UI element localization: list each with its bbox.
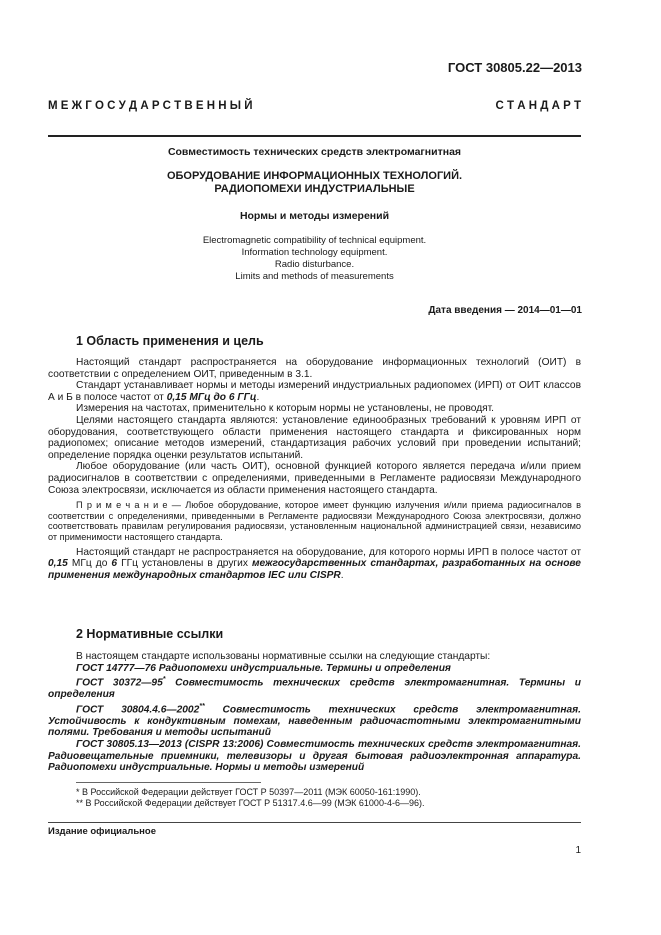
text-run: Совместимость технических средств электромагнитная. Термины и определения [48, 677, 581, 701]
text-run: . [256, 391, 260, 403]
standard-word: С Т А Н Д А Р Т [495, 100, 581, 112]
text-run: 6 [111, 558, 118, 570]
section1-paragraph: Измерения на частотах, применительно к которым нормы не установлены, не проводят. [76, 403, 495, 415]
text-run: Стандарт устанавливает нормы и методы измерений индустриальных радиопомех (ИРП) от ОИТ классов А и Б в полосе частот от [48, 380, 581, 403]
section2-intro: В настоящем стандарте использованы нормативные ссылки на следующие стандарты: [76, 651, 491, 662]
title-compat: Совместимость технических средств электромагнитная [167, 146, 462, 158]
text-run: межгосударственных стандартах, разработанных на основе применения международных стандартов IEC или CISPR [48, 558, 581, 581]
footnote-rule [76, 782, 261, 783]
footnote-marker: * [162, 676, 166, 684]
footnote: * В Российской Федерации действует ГОСТ Р 50397—2011 (МЭК 60050-161:1990). [76, 787, 421, 797]
footnote: ** В Российской Федерации действует ГОСТ Р 51317.4.6—99 (МЭК 61000-4-6—96). [76, 798, 425, 808]
frequency-range: 0,15 МГц до 6 ГГц [166, 391, 257, 403]
note-label: П р и м е ч а н и е [76, 500, 168, 511]
title-main-line2: РАДИОПОМЕХИ ИНДУСТРИАЛЬНЫЕ [214, 183, 415, 195]
section1-paragraph [48, 380, 581, 403]
edition-label: Издание официальное [48, 826, 156, 837]
section1-paragraph: Целями настоящего стандарта являются: установление единообразных требований к уровням ИРП от оборудования, соответствующего области применения настоящего стандарта и фиксированных норм радиопомех; описание методов измерений, стандартизация рабочих условий при проведении испытаний; определение порядка оценки результатов испытаний. [48, 414, 581, 461]
reference-item: ГОСТ 14777—76 Радиопомехи индустриальные. Термины и определения [76, 662, 451, 674]
section1-paragraph: Любое оборудование (или часть ОИТ), основной функцией которого является передача и/или прием радиосигналов в соответствии с определениями, приведенными в Регламенте радиосвязи Международного Союза электросвязи, исключается из области применения настоящего стандарта. [48, 461, 581, 496]
text-run: МГц до [67, 558, 112, 570]
standard-number: ГОСТ 30805.22—2013 [447, 60, 582, 75]
text-run: 0,15 [48, 558, 68, 570]
title-english [48, 235, 581, 283]
section1-paragraph: Настоящий стандарт распространяется на оборудование информационных технологий (ОИТ) в соответствии с определением ОИТ, приведенным в 3.1. [48, 357, 581, 380]
title-en-line3: Radio disturbance. [274, 259, 355, 270]
header-rule [48, 135, 581, 137]
title-main-line1: ОБОРУДОВАНИЕ ИНФОРМАЦИОННЫХ ТЕХНОЛОГИЙ. [166, 170, 463, 182]
text-run: ГОСТ 30804.4.6—2002 [76, 704, 200, 716]
text-run: . [340, 569, 344, 581]
title-en-line2: Information technology equipment. [241, 247, 388, 258]
title-main [48, 170, 581, 196]
title-block [48, 146, 581, 283]
interstate-word: М Е Ж Г О С У Д А Р С Т В Е Н Н Ы Й [48, 100, 253, 112]
reference-item [48, 674, 581, 701]
footnotes [76, 787, 581, 809]
section1-heading: 1 Область применения и цель [76, 334, 264, 348]
reference-item: ГОСТ 30805.13—2013 (CISPR 13:2006) Совместимость технических средств электромагнитная. Радиовещательные приемники, телевизоры и другая бытовая радиоэлектронная аппаратура. Радиопомехи индустриальные. Нормы и методы измерений [48, 738, 581, 774]
note-text: — Любое оборудование, которое имеет функцию излучения и/или приема радиосигналов в соответствии с определениями, приведенными в Регламенте радиосвязи Международного Союза электросвязи, должно соответствовать правилам регулирования радиосвязи, установленным национальной администрацией связи, независимо от применимости настоящего стандарта. [48, 500, 581, 542]
section1-paragraph [48, 547, 581, 582]
title-en-line1: Electromagnetic compatibility of technical equipment. [202, 235, 427, 246]
section2-body [48, 651, 581, 774]
text-run: ГОСТ 30372—95 [76, 677, 163, 689]
title-en-line4: Limits and methods of measurements [235, 271, 394, 282]
text-run: Настоящий стандарт не распространяется на оборудование, для которого нормы ИРП в полосе частот от [76, 546, 581, 558]
text-run: Совместимость технических средств электромагнитная. Устойчивость к кондуктивным помехам, наведенным радиочастотными электромагнитными полями. Требования и методы испытаний [48, 704, 581, 739]
edition-rule [48, 822, 581, 823]
footnote-marker: ** [199, 702, 205, 710]
introduction-date: Дата введения — 2014—01—01 [428, 305, 582, 316]
title-norms: Нормы и методы измерений [239, 210, 390, 222]
section2-heading: 2 Нормативные ссылки [76, 627, 224, 641]
page-number: 1 [575, 845, 581, 856]
text-run: ГГц установлены в других [117, 558, 252, 570]
note-paragraph [48, 500, 581, 542]
reference-item [48, 701, 581, 739]
section1-body [48, 357, 581, 581]
interstate-standard-banner [48, 100, 581, 112]
